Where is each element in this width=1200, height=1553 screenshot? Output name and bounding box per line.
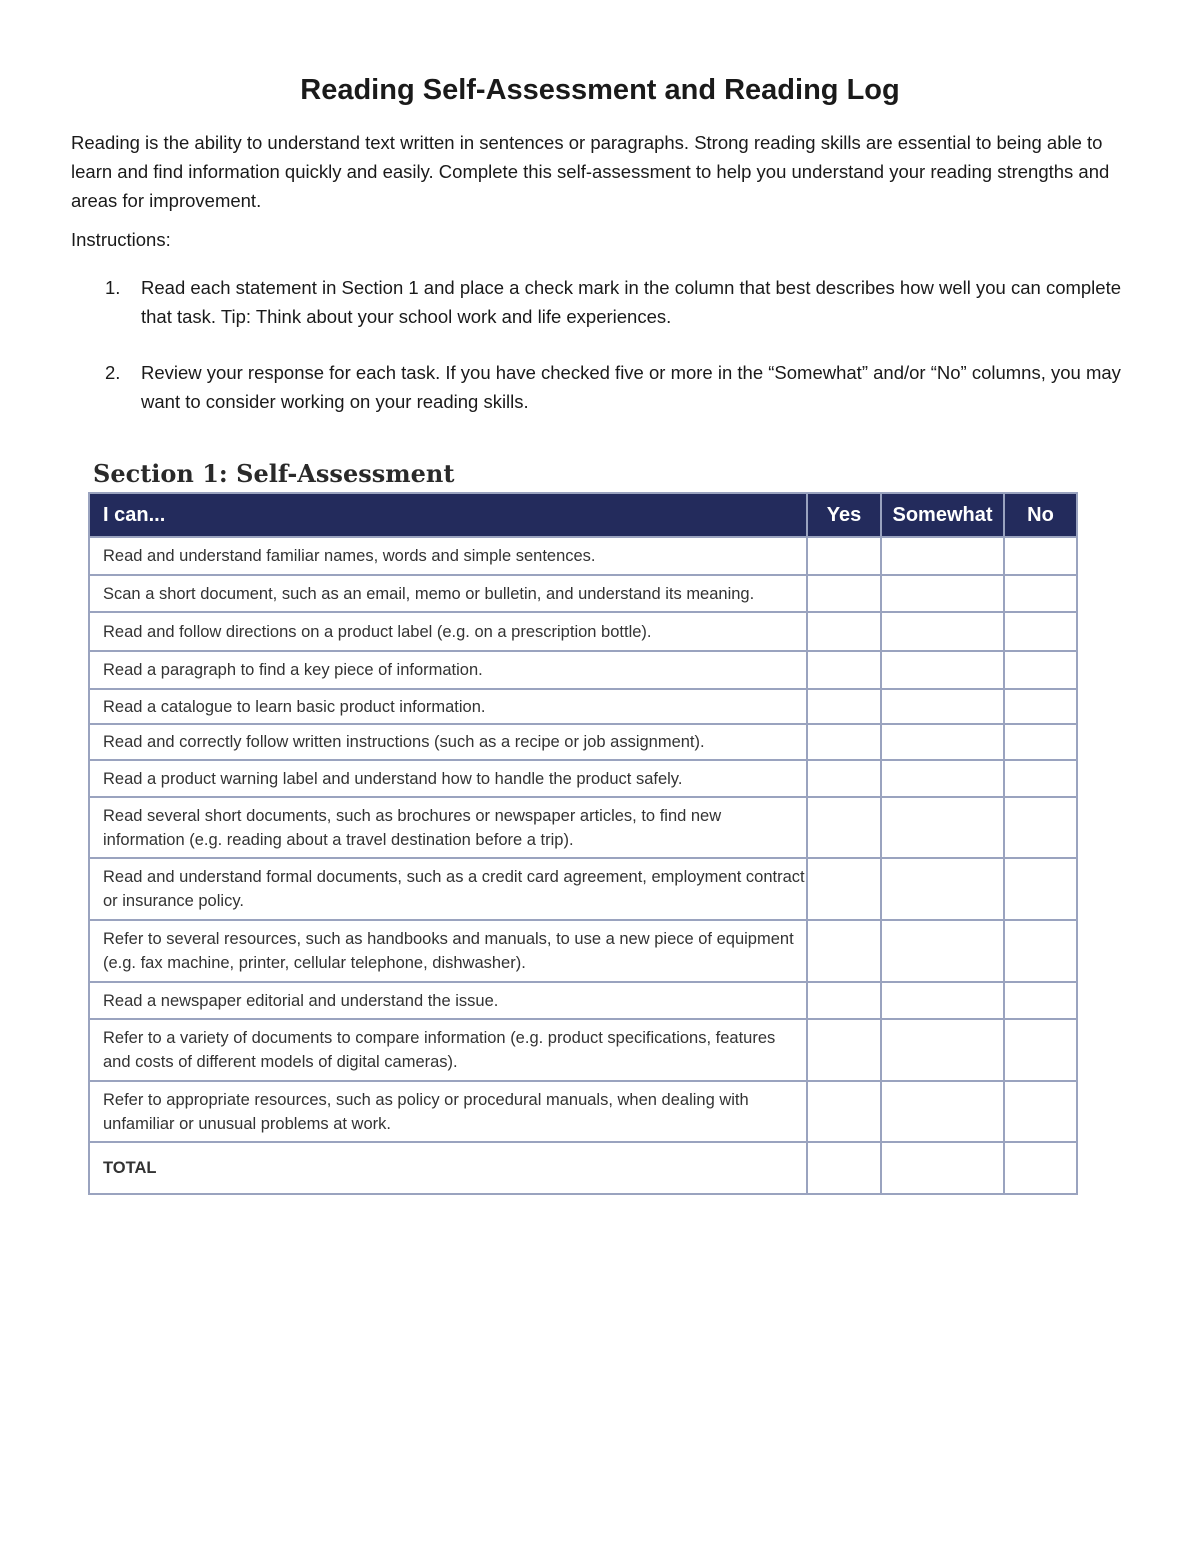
instructions-label: Instructions:: [71, 229, 171, 250]
column-header-somewhat: Somewhat: [881, 493, 1004, 537]
instruction-number: 1.: [105, 277, 121, 298]
somewhat-check-cell[interactable]: [881, 760, 1004, 797]
instruction-text: Review your response for each task. If you have checked five or more in the “Somewhat” and/or “No” columns, you may want to consider working on your reading skills.: [141, 362, 1121, 412]
yes-check-cell[interactable]: [807, 689, 881, 724]
table-row: [89, 982, 1077, 1019]
somewhat-check-cell[interactable]: [881, 651, 1004, 689]
yes-check-cell[interactable]: [807, 724, 881, 760]
table-row: [89, 689, 1077, 724]
task-cell: Scan a short document, such as an email, memo or bulletin, and understand its meaning.: [89, 575, 807, 612]
intro-paragraph: Reading is the ability to understand text written in sentences or paragraphs. Strong reading skills are essential to being able to learn and find information quickly and easily. Complete this self-assessment to help you understand your reading strengths and areas for improvement.: [71, 132, 1110, 211]
column-header-yes: Yes: [807, 493, 881, 537]
section-heading: Section 1: Self-Assessment: [93, 459, 455, 488]
yes-check-cell[interactable]: [807, 651, 881, 689]
task-cell: Read and follow directions on a product label (e.g. on a prescription bottle).: [89, 612, 807, 651]
no-check-cell[interactable]: [1004, 612, 1077, 651]
instruction-text: Read each statement in Section 1 and place a check mark in the column that best describes how well you can complete that task. Tip: Think about your school work and life experiences.: [141, 277, 1122, 327]
somewhat-check-cell[interactable]: [881, 537, 1004, 575]
no-check-cell[interactable]: [1004, 982, 1077, 1019]
yes-check-cell[interactable]: [807, 760, 881, 797]
no-check-cell[interactable]: [1004, 760, 1077, 797]
no-total-cell[interactable]: [1004, 1142, 1077, 1194]
no-check-cell[interactable]: [1004, 920, 1077, 982]
task-cell: Read and correctly follow written instructions (such as a recipe or job assignment).: [89, 724, 807, 760]
no-check-cell[interactable]: [1004, 689, 1077, 724]
no-check-cell[interactable]: [1004, 724, 1077, 760]
table-row: [89, 651, 1077, 689]
total-label: TOTAL: [89, 1142, 807, 1194]
table-row: [89, 575, 1077, 612]
yes-check-cell[interactable]: [807, 1019, 881, 1081]
somewhat-check-cell[interactable]: [881, 797, 1004, 858]
yes-check-cell[interactable]: [807, 920, 881, 982]
task-cell: Read a catalogue to learn basic product information.: [89, 689, 807, 724]
no-check-cell[interactable]: [1004, 537, 1077, 575]
table-row: [89, 1081, 1077, 1142]
no-check-cell[interactable]: [1004, 797, 1077, 858]
table-row: [89, 920, 1077, 982]
somewhat-total-cell[interactable]: [881, 1142, 1004, 1194]
table-row: [89, 724, 1077, 760]
self-assessment-table: [88, 492, 1078, 1195]
task-cell: Read and understand formal documents, such as a credit card agreement, employment contract or insurance policy.: [89, 858, 807, 920]
somewhat-check-cell[interactable]: [881, 920, 1004, 982]
no-check-cell[interactable]: [1004, 1081, 1077, 1142]
task-cell: Read several short documents, such as brochures or newspaper articles, to find new information (e.g. reading about a travel destination before a trip).: [89, 797, 807, 858]
no-check-cell[interactable]: [1004, 575, 1077, 612]
yes-check-cell[interactable]: [807, 1081, 881, 1142]
no-check-cell[interactable]: [1004, 858, 1077, 920]
somewhat-check-cell[interactable]: [881, 982, 1004, 1019]
no-check-cell[interactable]: [1004, 1019, 1077, 1081]
yes-check-cell[interactable]: [807, 612, 881, 651]
table-row: [89, 858, 1077, 920]
instruction-number: 2.: [105, 362, 121, 383]
yes-check-cell[interactable]: [807, 575, 881, 612]
task-cell: Read and understand familiar names, words and simple sentences.: [89, 537, 807, 575]
page-title: Reading Self-Assessment and Reading Log: [300, 74, 900, 106]
somewhat-check-cell[interactable]: [881, 612, 1004, 651]
somewhat-check-cell[interactable]: [881, 1081, 1004, 1142]
somewhat-check-cell[interactable]: [881, 724, 1004, 760]
yes-check-cell[interactable]: [807, 537, 881, 575]
column-header-no: No: [1004, 493, 1077, 537]
total-row: [89, 1142, 1077, 1194]
task-cell: Read a product warning label and understand how to handle the product safely.: [89, 760, 807, 797]
yes-check-cell[interactable]: [807, 982, 881, 1019]
somewhat-check-cell[interactable]: [881, 858, 1004, 920]
task-cell: Refer to appropriate resources, such as policy or procedural manuals, when dealing with unfamiliar or unusual problems at work.: [89, 1081, 807, 1142]
somewhat-check-cell[interactable]: [881, 575, 1004, 612]
yes-total-cell[interactable]: [807, 1142, 881, 1194]
task-cell: Read a newspaper editorial and understand the issue.: [89, 982, 807, 1019]
table-row: [89, 537, 1077, 575]
somewhat-check-cell[interactable]: [881, 1019, 1004, 1081]
somewhat-check-cell[interactable]: [881, 689, 1004, 724]
instruction-item: [105, 273, 1135, 331]
yes-check-cell[interactable]: [807, 858, 881, 920]
yes-check-cell[interactable]: [807, 797, 881, 858]
task-cell: Read a paragraph to find a key piece of information.: [89, 651, 807, 689]
task-cell: Refer to several resources, such as handbooks and manuals, to use a new piece of equipment (e.g. fax machine, printer, cellular telephone, dishwasher).: [89, 920, 807, 982]
column-header-task: I can...: [89, 493, 807, 537]
task-cell: Refer to a variety of documents to compare information (e.g. product specifications, features and costs of different models of digital cameras).: [89, 1019, 807, 1081]
table-row: [89, 760, 1077, 797]
no-check-cell[interactable]: [1004, 651, 1077, 689]
table-header-row: [89, 493, 1077, 537]
instruction-item: [105, 358, 1135, 416]
table-row: [89, 612, 1077, 651]
table-row: [89, 797, 1077, 858]
table-row: [89, 1019, 1077, 1081]
